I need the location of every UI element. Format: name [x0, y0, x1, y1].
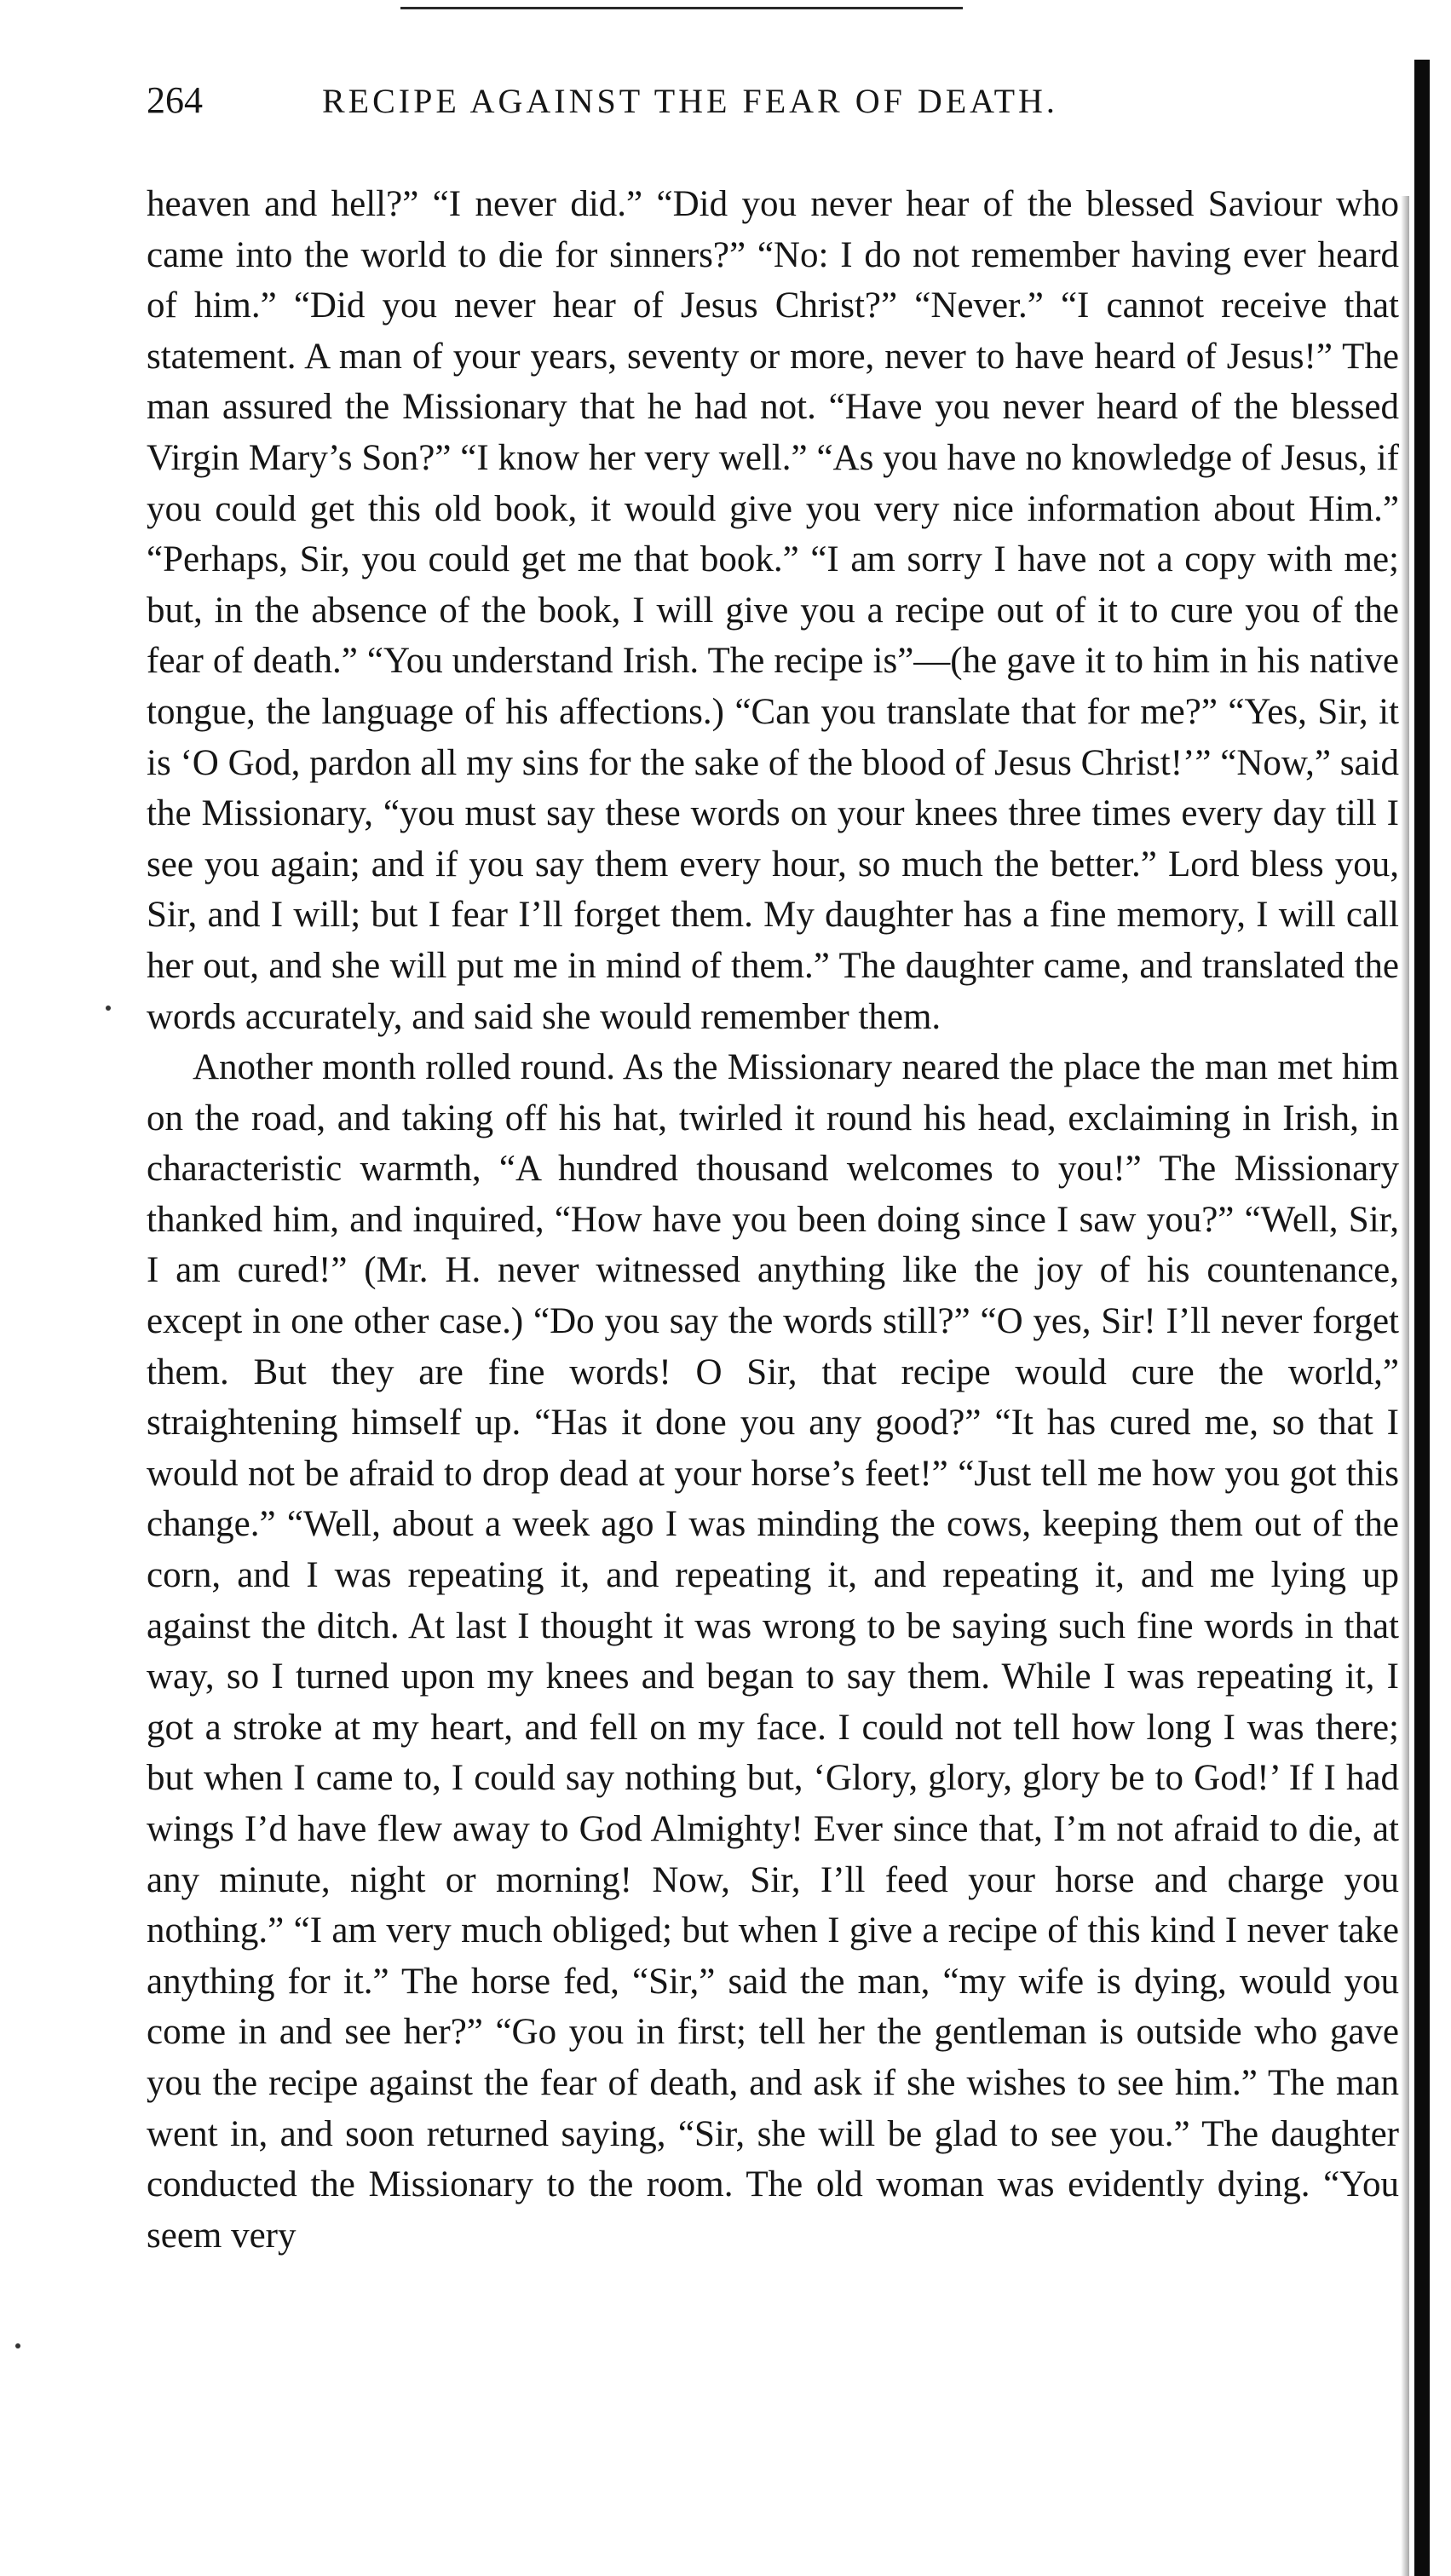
binding-shadow: [1401, 196, 1409, 2576]
paragraph: Another month rolled round. As the Missionary neared the place the man met him on the road, and taking off his hat, twirled it round his head, exclaiming in Irish, in characteristic warmth, “A hundred thousand welcomes to you!” The Missionary thanked him, and inquired, “How have you been doing since I saw you?” “Well, Sir, I am cured!” (Mr. H. never witnessed anything like the joy of his countenance, except in one other case.) “Do you say the words still?” “O yes, Sir! I’ll never forget them. But they are fine words! O Sir, that recipe would cure the world,” straightening himself up. “Has it done you any good?” “It has cured me, so that I would not be afraid to drop dead at your horse’s feet!” “Just tell me how you got this change.” “Well, about a week ago I was minding the cows, keeping them out of the corn, and I was repeating it, and repeating it, and repeating it, and me lying up against the ditch. At last I thought it was wrong to be saying such fine words in that way, so I turned upon my knees and began to say them. While I was repeating it, I got a stroke at my heart, and fell on my face. I could not tell how long I was there; but when I came to, I could say nothing but, ‘Glory, glory, glory be to God!’ If I had wings I’d have flew away to God Almighty! Ever since that, I’m not afraid to die, at any minute, night or morning! Now, Sir, I’ll feed your horse and charge you nothing.” “I am very much obliged; but when I give a recipe of this kind I never take anything for it.” The horse fed, “Sir,” said the man, “my wife is dying, would you come in and see her?” “Go you in first; tell her the gentleman is outside who gave you the recipe against the fear of death, and ask if she wishes to see him.” The man went in, and soon returned saying, “Sir, she will be glad to see you.” The daughter conducted the Missionary to the room. The old woman was evidently dying. “You seem very: [147, 1047, 1399, 2256]
body-text: [147, 179, 1399, 2261]
top-rule: [400, 7, 963, 9]
running-head: [147, 78, 1399, 179]
margin-mark: [106, 1006, 111, 1011]
book-page: [147, 78, 1399, 2261]
binding-edge: [1414, 60, 1430, 2576]
page-number: 264: [147, 79, 203, 121]
margin-mark: [15, 2343, 20, 2348]
running-title: RECIPE AGAINST THE FEAR OF DEATH.: [322, 82, 1058, 120]
paragraph: heaven and hell?” “I never did.” “Did you never hear of the blessed Saviour who came into the world to die for sinners?” “No: I do not remember having ever heard of him.” “Did you never hear of Jesus Christ?” “Never.” “I cannot receive that statement. A man of your years, seventy or more, never to have heard of Jesus!” The man assured the Missionary that he had not. “Have you never heard of the blessed Virgin Mary’s Son?” “I know her very well.” “As you have no knowledge of Jesus, if you could get this old book, it would give you very nice information about Him.” “Perhaps, Sir, you could get me that book.” “I am sorry I have not a copy with me; but, in the absence of the book, I will give you a recipe out of it to cure you of the fear of death.” “You understand Irish. The recipe is”—(he gave it to him in his native tongue, the language of his affections.) “Can you translate that for me?” “Yes, Sir, it is ‘O God, pardon all my sins for the sake of the blood of Jesus Christ!’” “Now,” said the Missionary, “you must say these words on your knees three times every day till I see you again; and if you say them every hour, so much the better.” Lord bless you, Sir, and I will; but I fear I’ll forget them. My daughter has a fine memory, I will call her out, and she will put me in mind of them.” The daughter came, and translated the words accurately, and said she would remember them.: [147, 184, 1399, 1037]
